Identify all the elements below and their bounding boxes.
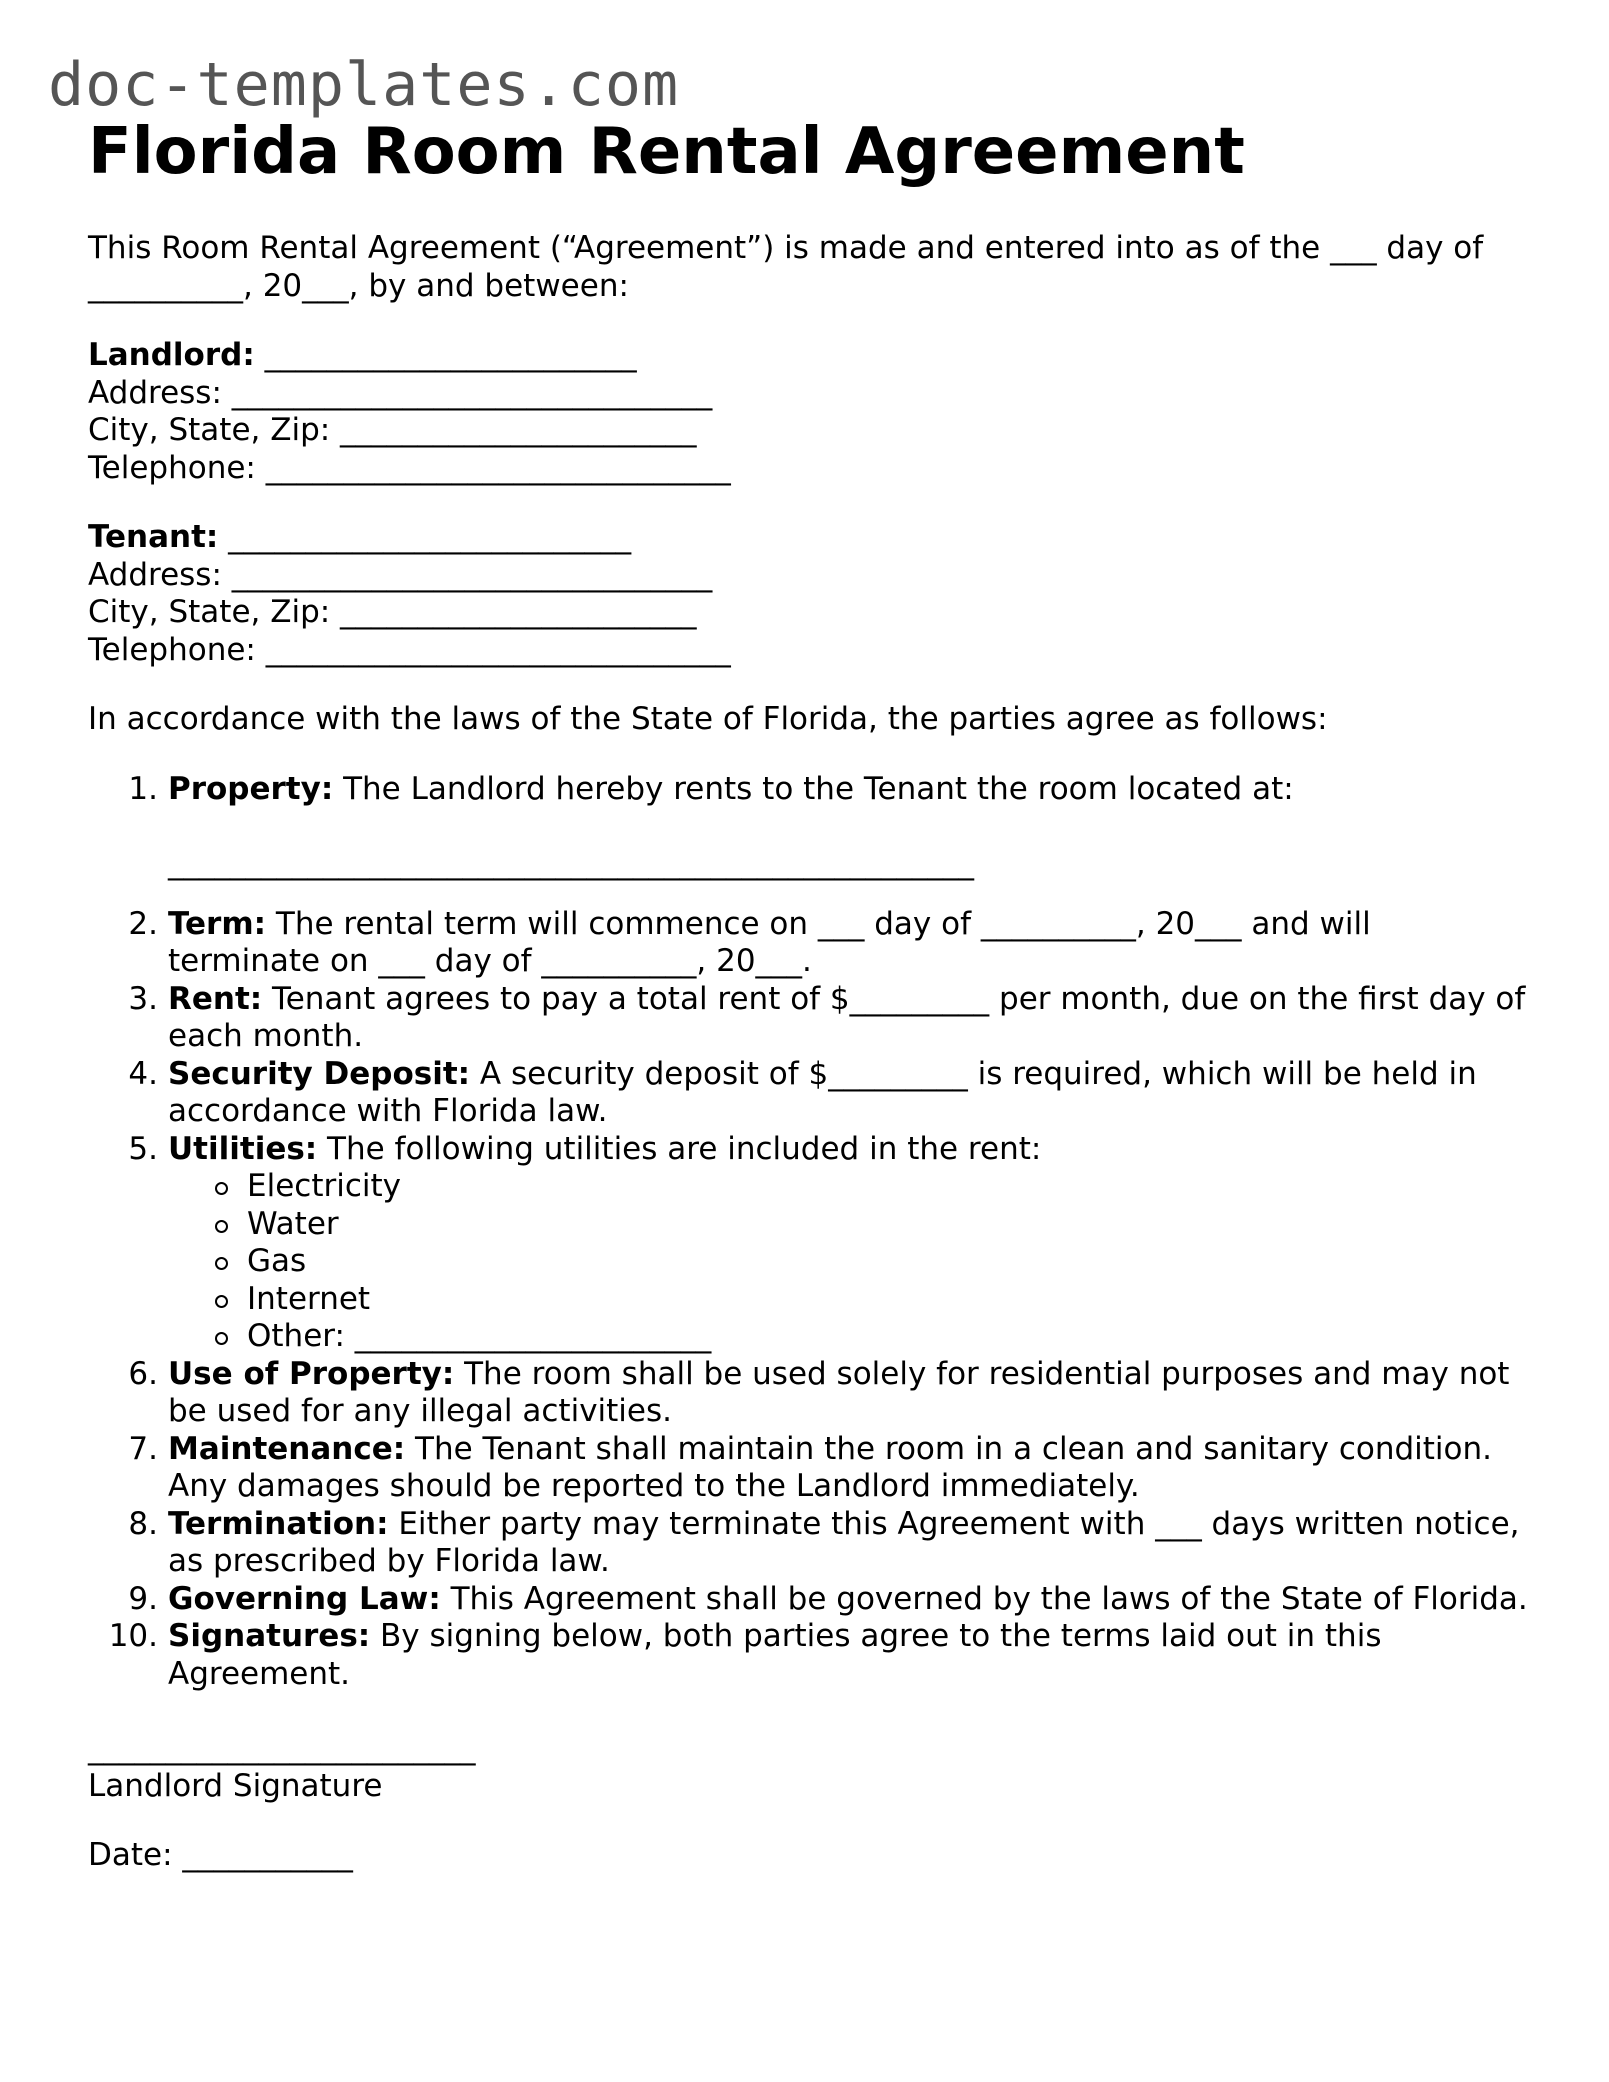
signature-label: Landlord Signature	[88, 1767, 383, 1804]
tenant-name-blank: __________________________	[218, 519, 632, 555]
term-number: 4.	[128, 1055, 158, 1092]
landlord-label: Landlord:	[88, 337, 255, 373]
property-address-line: ____________________________________________________	[168, 845, 974, 881]
utility-item	[168, 1281, 1528, 1319]
utility-label: Other: _______________________	[247, 1318, 712, 1354]
utility-label: Electricity	[247, 1168, 401, 1204]
term-number: 9.	[128, 1580, 158, 1617]
term-label: Property:	[168, 770, 334, 807]
landlord-city-state-zip: City, State, Zip: _______________________	[88, 412, 697, 448]
landlord-address: Address: _______________________________	[88, 374, 713, 411]
term-label: Termination:	[168, 1505, 389, 1542]
term-number: 1.	[128, 770, 158, 807]
tenant-telephone: Telephone: ______________________________	[88, 631, 731, 668]
landlord-telephone: Telephone: ______________________________	[88, 449, 731, 486]
term-text: The rental term will commence on ___ day of __________, 20___ and will terminate on ___ day of __________, 20___.	[168, 905, 1371, 979]
term-text: The room shall be used solely for residential purposes and may not be used for any illegal activities.	[168, 1355, 1510, 1429]
term-label: Rent:	[168, 980, 263, 1017]
utility-label: Gas	[247, 1243, 307, 1279]
term-label: Signatures:	[168, 1618, 371, 1654]
utility-item	[168, 1168, 1528, 1206]
signature-date: Date: ___________	[88, 1837, 353, 1873]
term-item	[88, 1056, 1528, 1131]
term-label: Utilities:	[168, 1130, 318, 1167]
term-label: Security Deposit:	[168, 1055, 471, 1092]
term-label: Maintenance:	[168, 1430, 406, 1467]
tenant-address: Address: _______________________________	[88, 556, 713, 593]
term-label: Governing Law:	[168, 1580, 441, 1617]
term-text: By signing below, both parties agree to the terms laid out in this Agreement.	[168, 1618, 1382, 1692]
utility-item	[168, 1243, 1528, 1281]
term-text: The Landlord hereby rents to the Tenant the room located at:	[333, 770, 1294, 807]
term-text: The following utilities are included in the rent:	[317, 1130, 1042, 1167]
landlord-name-blank: ________________________	[254, 337, 637, 373]
tenant-city-state-zip: City, State, Zip: _______________________	[88, 594, 697, 630]
bullet-circle-icon	[215, 1182, 228, 1195]
bullet-circle-icon	[215, 1257, 228, 1270]
term-text: Either party may terminate this Agreement with ___ days written notice, as prescribed by Florida law.	[168, 1505, 1520, 1579]
term-text: A security deposit of $_________ is required, which will be held in accordance with Florida law.	[168, 1055, 1477, 1129]
tenant-label: Tenant:	[88, 519, 219, 555]
term-item	[88, 1618, 1528, 1693]
intro-paragraph	[88, 230, 1528, 305]
document-body	[88, 112, 1528, 1875]
term-item	[88, 1356, 1528, 1431]
term-item	[88, 1581, 1528, 1619]
utility-item	[168, 1318, 1528, 1356]
term-text: The Tenant shall maintain the room in a clean and sanitary condition. Any damages should be reported to the Landlord immediately.	[168, 1430, 1493, 1504]
term-number: 8.	[128, 1505, 158, 1542]
landlord-name-line	[88, 337, 1528, 375]
term-item	[88, 1131, 1528, 1356]
utility-label: Water	[247, 1205, 339, 1242]
term-number: 5.	[128, 1130, 158, 1167]
watermark: doc-templates.com	[48, 50, 680, 120]
term-text: Tenant agrees to pay a total rent of $_________ per month, due on the first day of each month.	[168, 980, 1526, 1054]
landlord-section	[88, 337, 1528, 487]
intro-line-2: __________, 20___, by and between:	[88, 267, 629, 304]
utility-item	[168, 1206, 1528, 1244]
intro-line-1: This Room Rental Agreement (“Agreement”) is made and entered into as of the ___ day of	[88, 230, 1484, 266]
signature-line: _________________________	[88, 1730, 476, 1766]
term-number: 7.	[128, 1430, 158, 1467]
term-item	[88, 771, 1528, 883]
utility-label: Internet	[247, 1280, 371, 1317]
term-number: 2.	[128, 905, 158, 942]
term-number: 10.	[108, 1618, 158, 1654]
page-title: Florida Room Rental Agreement	[88, 115, 1245, 189]
term-number: 6.	[128, 1355, 158, 1392]
bullet-circle-icon	[215, 1220, 228, 1233]
laws-intro: In accordance with the laws of the State of Florida, the parties agree as follows:	[88, 701, 1328, 737]
terms-list	[88, 771, 1528, 1694]
term-item	[88, 1431, 1528, 1506]
utilities-list	[168, 1168, 1528, 1356]
term-item	[88, 981, 1528, 1056]
term-number: 3.	[128, 980, 158, 1017]
term-label: Term:	[168, 905, 267, 942]
tenant-section	[88, 519, 1528, 669]
tenant-name-line	[88, 519, 1528, 557]
bullet-circle-icon	[215, 1295, 228, 1308]
bullet-circle-icon	[215, 1332, 228, 1345]
signature-block	[88, 1730, 1528, 1875]
term-item	[88, 1506, 1528, 1581]
term-label: Use of Property:	[168, 1355, 455, 1392]
term-text: This Agreement shall be governed by the laws of the State of Florida.	[440, 1580, 1528, 1617]
term-item	[88, 906, 1528, 981]
